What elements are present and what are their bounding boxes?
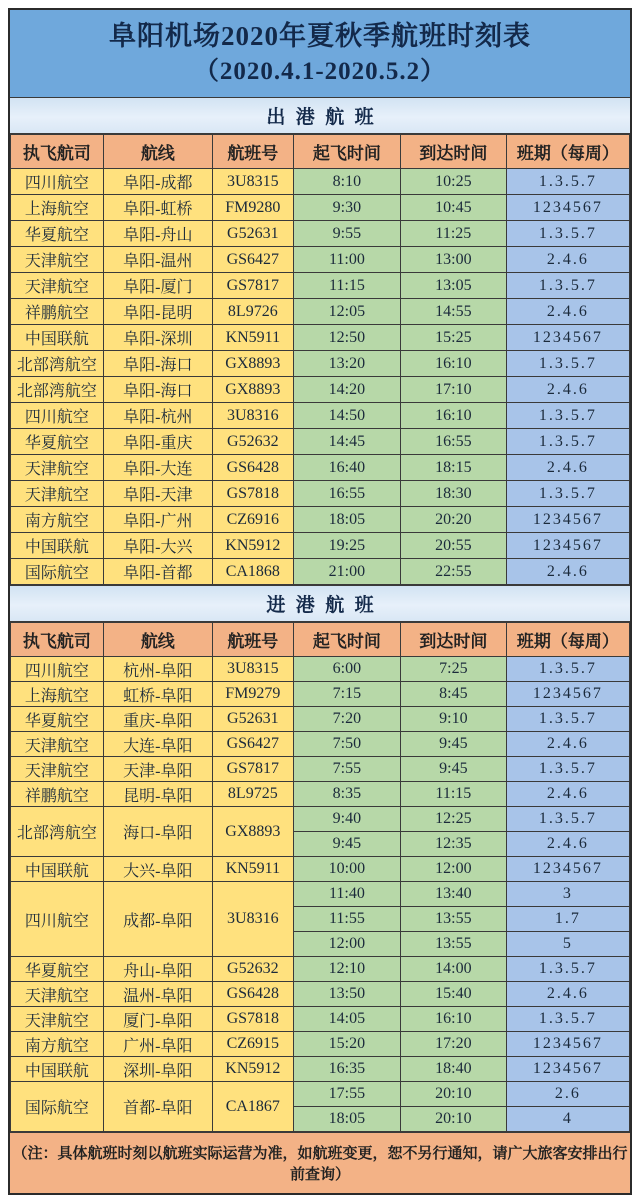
route-cell: 深圳-阜阳 [103, 1057, 212, 1082]
table-row [11, 807, 630, 832]
timetable-sheet [8, 8, 632, 1195]
flight-no-cell: CA1868 [212, 559, 293, 585]
airline-cell: 上海航空 [11, 195, 104, 221]
col-header-flight-no: 航班号 [212, 623, 293, 657]
route-cell: 虹桥-阜阳 [103, 682, 212, 707]
schedule-cell: 1.7 [506, 907, 629, 932]
col-header-arrival-time: 到达时间 [400, 135, 506, 169]
arrival-time-cell: 20:55 [400, 533, 506, 559]
schedule-cell: 1.3.5.7 [506, 273, 629, 299]
schedule-cell: 2.6 [506, 1082, 629, 1107]
schedule-cell: 1234567 [506, 1032, 629, 1057]
departure-time-cell: 12:10 [293, 957, 400, 982]
arrival-time-cell: 18:15 [400, 455, 506, 481]
departure-time-cell: 13:50 [293, 982, 400, 1007]
departure-time-cell: 16:35 [293, 1057, 400, 1082]
col-header-airline: 执飞航司 [11, 623, 104, 657]
route-cell: 昆明-阜阳 [103, 782, 212, 807]
departure-time-cell: 9:55 [293, 221, 400, 247]
schedule-cell: 1.3.5.7 [506, 481, 629, 507]
flight-no-cell: GX8893 [212, 807, 293, 857]
arrival-time-cell: 16:10 [400, 403, 506, 429]
flight-no-cell: 3U8315 [212, 169, 293, 195]
arrival-time-cell: 13:40 [400, 882, 506, 907]
flight-no-cell: KN5912 [212, 1057, 293, 1082]
route-cell: 大兴-阜阳 [103, 857, 212, 882]
arrival-time-cell: 16:55 [400, 429, 506, 455]
title-block [10, 10, 630, 97]
col-header-departure-time: 起飞时间 [293, 135, 400, 169]
table-row [11, 782, 630, 807]
airline-cell: 四川航空 [11, 882, 104, 957]
table-row [11, 757, 630, 782]
flight-no-cell: CA1867 [212, 1082, 293, 1132]
airline-cell: 中国联航 [11, 533, 104, 559]
departure-time-cell: 14:20 [293, 377, 400, 403]
route-cell: 阜阳-首都 [103, 559, 212, 585]
schedule-cell: 1.3.5.7 [506, 657, 629, 682]
departure-time-cell: 11:15 [293, 273, 400, 299]
route-cell: 阜阳-重庆 [103, 429, 212, 455]
table-row [11, 377, 630, 403]
departure-time-cell: 15:20 [293, 1032, 400, 1057]
airline-cell: 天津航空 [11, 982, 104, 1007]
arrival-time-cell: 9:45 [400, 732, 506, 757]
col-header-departure-time: 起飞时间 [293, 623, 400, 657]
arrival-time-cell: 18:40 [400, 1057, 506, 1082]
section-header-departures: 出港航班 [10, 97, 630, 134]
arrival-time-cell: 18:30 [400, 481, 506, 507]
schedule-cell: 1234567 [506, 195, 629, 221]
airline-cell: 北部湾航空 [11, 807, 104, 857]
col-header-schedule: 班期（每周） [506, 623, 629, 657]
departure-time-cell: 11:55 [293, 907, 400, 932]
departure-time-cell: 11:00 [293, 247, 400, 273]
airline-cell: 中国联航 [11, 325, 104, 351]
departure-time-cell: 18:05 [293, 507, 400, 533]
arrival-time-cell: 12:35 [400, 832, 506, 857]
schedule-cell: 2.4.6 [506, 982, 629, 1007]
arrival-time-cell: 13:05 [400, 273, 506, 299]
schedule-cell: 1.3.5.7 [506, 403, 629, 429]
airline-cell: 国际航空 [11, 559, 104, 585]
departure-time-cell: 9:30 [293, 195, 400, 221]
schedule-cell: 1.3.5.7 [506, 351, 629, 377]
route-cell: 杭州-阜阳 [103, 657, 212, 682]
departure-time-cell: 9:45 [293, 832, 400, 857]
schedule-cell: 1234567 [506, 857, 629, 882]
route-cell: 阜阳-虹桥 [103, 195, 212, 221]
schedule-cell: 4 [506, 1107, 629, 1132]
airline-cell: 上海航空 [11, 682, 104, 707]
route-cell: 阜阳-大连 [103, 455, 212, 481]
arrival-time-cell: 11:15 [400, 782, 506, 807]
flight-no-cell: G52631 [212, 221, 293, 247]
arrival-time-cell: 15:25 [400, 325, 506, 351]
arrival-time-cell: 16:10 [400, 351, 506, 377]
airline-cell: 中国联航 [11, 857, 104, 882]
arrival-time-cell: 20:10 [400, 1082, 506, 1107]
schedule-cell: 2.4.6 [506, 247, 629, 273]
departure-time-cell: 16:55 [293, 481, 400, 507]
airline-cell: 华夏航空 [11, 429, 104, 455]
flight-no-cell: 3U8316 [212, 882, 293, 957]
airline-cell: 天津航空 [11, 1007, 104, 1032]
airline-cell: 华夏航空 [11, 221, 104, 247]
arrival-time-cell: 10:25 [400, 169, 506, 195]
airline-cell: 祥鹏航空 [11, 299, 104, 325]
schedule-cell: 1234567 [506, 507, 629, 533]
departure-time-cell: 7:55 [293, 757, 400, 782]
arrival-time-cell: 16:10 [400, 1007, 506, 1032]
flight-no-cell: GS6428 [212, 982, 293, 1007]
schedule-cell: 1234567 [506, 325, 629, 351]
route-cell: 阜阳-温州 [103, 247, 212, 273]
flight-no-cell: FM9280 [212, 195, 293, 221]
departure-time-cell: 17:55 [293, 1082, 400, 1107]
route-cell: 阜阳-海口 [103, 351, 212, 377]
table-row [11, 533, 630, 559]
arrival-time-cell: 9:45 [400, 757, 506, 782]
footer-note: （注：具体航班时刻以航班实际运营为准，如航班变更，恕不另行通知，请广大旅客安排出行前查询） [10, 1132, 630, 1193]
airline-cell: 四川航空 [11, 657, 104, 682]
arrival-time-cell: 11:25 [400, 221, 506, 247]
table-row [11, 507, 630, 533]
schedule-cell: 1234567 [506, 1057, 629, 1082]
departure-time-cell: 21:00 [293, 559, 400, 585]
airline-cell: 天津航空 [11, 481, 104, 507]
flight-no-cell: G52632 [212, 957, 293, 982]
arrival-time-cell: 15:40 [400, 982, 506, 1007]
departure-time-cell: 9:40 [293, 807, 400, 832]
table-row [11, 682, 630, 707]
route-cell: 阜阳-昆明 [103, 299, 212, 325]
route-cell: 厦门-阜阳 [103, 1007, 212, 1032]
departure-time-cell: 16:40 [293, 455, 400, 481]
airline-cell: 南方航空 [11, 1032, 104, 1057]
col-header-airline: 执飞航司 [11, 135, 104, 169]
airline-cell: 华夏航空 [11, 707, 104, 732]
airline-cell: 北部湾航空 [11, 351, 104, 377]
flight-no-cell: CZ6916 [212, 507, 293, 533]
airline-cell: 天津航空 [11, 247, 104, 273]
flight-no-cell: GS7818 [212, 1007, 293, 1032]
airline-cell: 国际航空 [11, 1082, 104, 1132]
departure-time-cell: 6:00 [293, 657, 400, 682]
schedule-cell: 2.4.6 [506, 455, 629, 481]
col-header-schedule: 班期（每周） [506, 135, 629, 169]
flight-no-cell: GS7817 [212, 273, 293, 299]
route-cell: 阜阳-舟山 [103, 221, 212, 247]
table-row [11, 429, 630, 455]
arrivals-header-row [11, 623, 630, 657]
arrival-time-cell: 13:00 [400, 247, 506, 273]
departure-time-cell: 12:05 [293, 299, 400, 325]
airline-cell: 天津航空 [11, 732, 104, 757]
route-cell: 大连-阜阳 [103, 732, 212, 757]
arrival-time-cell: 7:25 [400, 657, 506, 682]
flight-no-cell: G52631 [212, 707, 293, 732]
arrival-time-cell: 14:55 [400, 299, 506, 325]
schedule-cell: 3 [506, 882, 629, 907]
route-cell: 广州-阜阳 [103, 1032, 212, 1057]
airline-cell: 祥鹏航空 [11, 782, 104, 807]
route-cell: 首都-阜阳 [103, 1082, 212, 1132]
flight-no-cell: 8L9725 [212, 782, 293, 807]
route-cell: 阜阳-广州 [103, 507, 212, 533]
schedule-cell: 2.4.6 [506, 559, 629, 585]
arrival-time-cell: 17:20 [400, 1032, 506, 1057]
page-title: 阜阳机场2020年夏秋季航班时刻表 [109, 21, 531, 51]
table-row [11, 657, 630, 682]
table-row [11, 247, 630, 273]
flight-no-cell: GS6427 [212, 732, 293, 757]
flight-no-cell: GS7818 [212, 481, 293, 507]
arrival-time-cell: 20:10 [400, 1107, 506, 1132]
airline-cell: 南方航空 [11, 507, 104, 533]
table-row [11, 707, 630, 732]
departure-time-cell: 14:45 [293, 429, 400, 455]
schedule-cell: 1.3.5.7 [506, 757, 629, 782]
table-row [11, 1032, 630, 1057]
table-row [11, 273, 630, 299]
table-row [11, 1057, 630, 1082]
flight-no-cell: FM9279 [212, 682, 293, 707]
arrival-time-cell: 12:00 [400, 857, 506, 882]
arrival-time-cell: 13:55 [400, 932, 506, 957]
departure-time-cell: 8:10 [293, 169, 400, 195]
departure-time-cell: 19:25 [293, 533, 400, 559]
airline-cell: 北部湾航空 [11, 377, 104, 403]
schedule-cell: 2.4.6 [506, 832, 629, 857]
table-row [11, 982, 630, 1007]
schedule-cell: 1.3.5.7 [506, 807, 629, 832]
flight-no-cell: GS7817 [212, 757, 293, 782]
schedule-cell: 1.3.5.7 [506, 221, 629, 247]
table-row [11, 559, 630, 585]
schedule-cell: 1.3.5.7 [506, 169, 629, 195]
table-row [11, 732, 630, 757]
col-header-route: 航线 [103, 135, 212, 169]
route-cell: 阜阳-海口 [103, 377, 212, 403]
flight-no-cell: KN5912 [212, 533, 293, 559]
schedule-cell: 2.4.6 [506, 732, 629, 757]
airline-cell: 天津航空 [11, 757, 104, 782]
arrivals-table [10, 622, 630, 1132]
table-row [11, 195, 630, 221]
flight-no-cell: 3U8316 [212, 403, 293, 429]
schedule-cell: 5 [506, 932, 629, 957]
route-cell: 阜阳-厦门 [103, 273, 212, 299]
arrival-time-cell: 22:55 [400, 559, 506, 585]
arrival-time-cell: 13:55 [400, 907, 506, 932]
departure-time-cell: 18:05 [293, 1107, 400, 1132]
page-subtitle-dates: （2020.4.1-2020.5.2） [193, 58, 447, 86]
table-row [11, 882, 630, 907]
airline-cell: 天津航空 [11, 273, 104, 299]
table-row [11, 1007, 630, 1032]
flight-no-cell: GS6428 [212, 455, 293, 481]
departure-time-cell: 7:20 [293, 707, 400, 732]
table-row [11, 221, 630, 247]
table-row [11, 299, 630, 325]
col-header-flight-no: 航班号 [212, 135, 293, 169]
table-row [11, 857, 630, 882]
schedule-cell: 2.4.6 [506, 377, 629, 403]
flight-no-cell: GX8893 [212, 351, 293, 377]
flight-no-cell: 3U8315 [212, 657, 293, 682]
route-cell: 温州-阜阳 [103, 982, 212, 1007]
schedule-cell: 1234567 [506, 533, 629, 559]
route-cell: 重庆-阜阳 [103, 707, 212, 732]
route-cell: 阜阳-成都 [103, 169, 212, 195]
airline-cell: 华夏航空 [11, 957, 104, 982]
departure-time-cell: 14:05 [293, 1007, 400, 1032]
route-cell: 天津-阜阳 [103, 757, 212, 782]
col-header-route: 航线 [103, 623, 212, 657]
departure-time-cell: 11:40 [293, 882, 400, 907]
flight-no-cell: G52632 [212, 429, 293, 455]
arrival-time-cell: 17:10 [400, 377, 506, 403]
schedule-cell: 1.3.5.7 [506, 707, 629, 732]
departure-time-cell: 13:20 [293, 351, 400, 377]
departure-time-cell: 7:50 [293, 732, 400, 757]
table-row [11, 957, 630, 982]
route-cell: 阜阳-深圳 [103, 325, 212, 351]
schedule-cell: 1.3.5.7 [506, 429, 629, 455]
schedule-cell: 2.4.6 [506, 299, 629, 325]
schedule-cell: 1.3.5.7 [506, 957, 629, 982]
table-row [11, 325, 630, 351]
arrival-time-cell: 14:00 [400, 957, 506, 982]
route-cell: 阜阳-杭州 [103, 403, 212, 429]
table-row [11, 169, 630, 195]
route-cell: 阜阳-大兴 [103, 533, 212, 559]
departure-time-cell: 7:15 [293, 682, 400, 707]
flight-no-cell: CZ6915 [212, 1032, 293, 1057]
departures-table [10, 134, 630, 585]
col-header-arrival-time: 到达时间 [400, 623, 506, 657]
departure-time-cell: 8:35 [293, 782, 400, 807]
route-cell: 海口-阜阳 [103, 807, 212, 857]
arrival-time-cell: 9:10 [400, 707, 506, 732]
schedule-cell: 1.3.5.7 [506, 1007, 629, 1032]
table-row [11, 481, 630, 507]
arrival-time-cell: 12:25 [400, 807, 506, 832]
arrival-time-cell: 10:45 [400, 195, 506, 221]
departure-time-cell: 12:00 [293, 932, 400, 957]
departures-header-row [11, 135, 630, 169]
route-cell: 阜阳-天津 [103, 481, 212, 507]
departure-time-cell: 10:00 [293, 857, 400, 882]
table-row [11, 351, 630, 377]
flight-no-cell: GX8893 [212, 377, 293, 403]
table-row [11, 455, 630, 481]
route-cell: 舟山-阜阳 [103, 957, 212, 982]
table-row [11, 1082, 630, 1107]
flight-no-cell: 8L9726 [212, 299, 293, 325]
route-cell: 成都-阜阳 [103, 882, 212, 957]
schedule-cell: 1234567 [506, 682, 629, 707]
arrival-time-cell: 20:20 [400, 507, 506, 533]
schedule-cell: 2.4.6 [506, 782, 629, 807]
departure-time-cell: 14:50 [293, 403, 400, 429]
airline-cell: 天津航空 [11, 455, 104, 481]
airline-cell: 中国联航 [11, 1057, 104, 1082]
table-row [11, 403, 630, 429]
section-header-arrivals: 进港航班 [10, 585, 630, 622]
flight-no-cell: GS6427 [212, 247, 293, 273]
arrival-time-cell: 8:45 [400, 682, 506, 707]
flight-no-cell: KN5911 [212, 325, 293, 351]
airline-cell: 四川航空 [11, 169, 104, 195]
airline-cell: 四川航空 [11, 403, 104, 429]
flight-no-cell: KN5911 [212, 857, 293, 882]
departure-time-cell: 12:50 [293, 325, 400, 351]
